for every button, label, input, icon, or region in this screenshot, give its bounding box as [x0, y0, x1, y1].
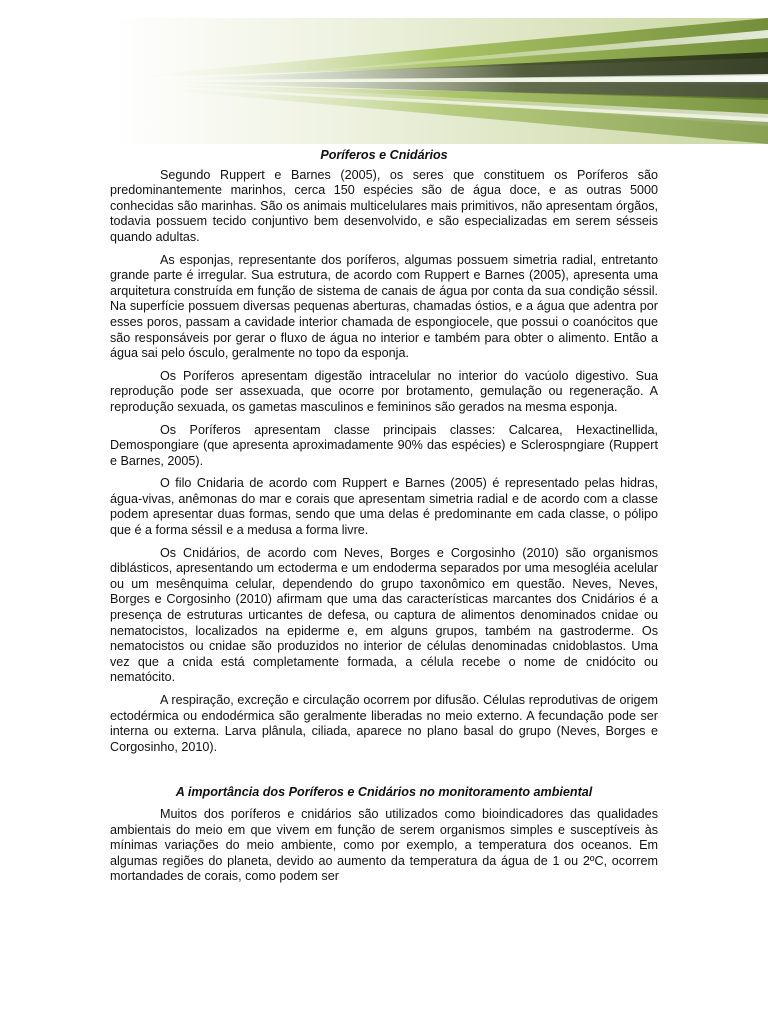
paragraph: O filo Cnidaria de acordo com Ruppert e Barnes (2005) é representado pelas hidras, água-vivas, anêmonas do mar e corais que apresentam simetria radial e de acordo com a classe podem apresentar duas formas, sendo que uma delas é predominante em cada classe, o pólipo que é a forma séssil e a medusa a forma livre.: [110, 476, 658, 538]
paragraph: Os Poríferos apresentam digestão intracelular no interior do vacúolo digestivo. Sua reprodução pode ser assexuada, que ocorre por brotamento, gemulação ou regeneração. A reprodução sexuada, os gametas masculinos e femininos são gerados na mesma esponja.: [110, 368, 658, 414]
document-title: Poríferos e Cnidários: [320, 148, 448, 162]
paragraph: As esponjas, representante dos poríferos, algumas possuem simetria radial, entretanto grande parte é irregular. Sua estrutura, de acordo com Ruppert e Barnes (2005), apresenta uma arquitetura construída em função de sistema de canais de água por conta da sua condição séssil. Na superfície possuem diversas pequenas aberturas, chamadas óstios, e a água que adentra por esses poros, passam a cavidade interior chamada de espongiocele, que possui o coanócitos que são responsáveis por gerar o fluxo de água no interior e também para obter o alimento. Então a água sai pelo ósculo, geralmente no topo da esponja.: [110, 252, 658, 361]
paragraph: Muitos dos poríferos e cnidários são utilizados como bioindicadores das qualidades ambientais do meio em que vivem em função de serem organismos simples e susceptíveis às mínimas variações do meio ambiente, como por exemplo, a temperatura dos oceanos. Em algumas regiões do planeta, devido ao aumento da temperatura da água de 1 ou 2ºC, ocorrem mortandades de corais, como podem ser: [110, 806, 658, 884]
paragraph: A respiração, excreção e circulação ocorrem por difusão. Células reprodutivas de origem ectodérmica ou endodérmica são geralmente liberadas no meio externo. A fecundação pode ser interna ou externa. Larva plânula, ciliada, aparece no plano basal do grupo (Neves, Borges e Corgosinho, 2010).: [110, 693, 658, 754]
paragraph: Segundo Ruppert e Barnes (2005), os seres que constituem os Poríferos são predominantemente marinhos, cerca 150 espécies são de água doce, e as outras 5000 conhecidas são marinhas. São os animais multicelulares mais primitivos, não apresentam órgãos, todavia possuem tecido conjuntivo bem desenvolvido, e são especializadas em serem sésseis quando adultas.: [110, 167, 658, 244]
header-banner-decoration: [112, 18, 768, 144]
paragraph: Os Poríferos apresentam classe principais classes: Calcarea, Hexactinellida, Demospongiare (que apresenta aproximadamente 90% das espécies) e Sclerospngiare (Ruppert e Barnes, 2005).: [110, 422, 658, 468]
section-title: A importância dos Poríferos e Cnidários no monitoramento ambiental: [175, 785, 593, 800]
document-body: [110, 146, 658, 892]
paragraph: Os Cnidários, de acordo com Neves, Borges e Corgosinho (2010) são organismos diblásticos, apresentando um ectoderma e um endoderma separados por uma mesogléia acelular ou um mesênquima celular, dependendo do grupo taxonômico em questão. Neves, Neves, Borges e Corgosinho (2010) afirmam que uma das características marcantes dos Cnidários é a presença de estruturas urticantes de defesa, ou captura de alimentos denominados cnidae ou nematocistos, localizados na epiderme e, em alguns grupos, também na gastroderme. Os nematocistos ou cnidae são produzidos no interior de células denominadas cnidoblastos. Uma vez que a cnida está completamente formada, a célula recebe o nome de cnidócito ou nematócito.: [110, 545, 658, 685]
banner-streaks-graphic: [112, 18, 768, 144]
